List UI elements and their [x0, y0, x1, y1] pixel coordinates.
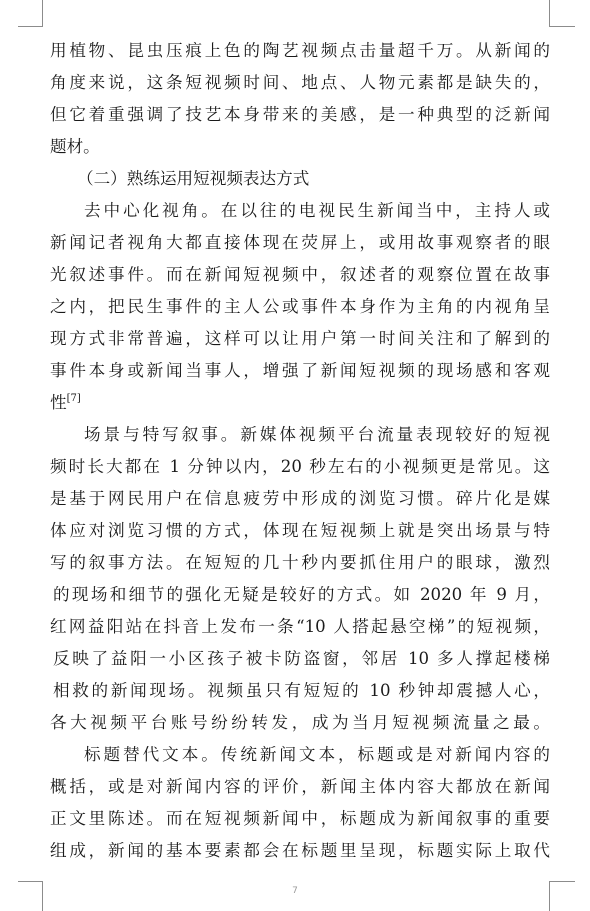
text-line: 新闻记者视角大都直接体现在荧屏上，或用故事观察者的眼 [50, 233, 550, 252]
text-line: 各大视频平台账号纷纷转发，成为当月短视频流量之最。 [50, 713, 550, 732]
section-heading: （二）熟练运用短视频表达方式 [77, 169, 310, 188]
text-line: 反映了益阳一小区孩子被卡防盗窗，邻居 10 多人撑起楼梯 [53, 649, 550, 668]
text-line: 用植物、昆虫压痕上色的陶艺视频点击量超千万。从新闻的 [50, 41, 550, 60]
text-line: 的现场和细节的强化无疑是较好的方式。如 2020 年 9 月， [53, 585, 550, 604]
text-line: 概括，或是对新闻内容的评价，新闻主体内容大都放在新闻 [50, 777, 550, 796]
text-line [50, 387, 550, 419]
crop-mark-bottom-right-h [549, 881, 575, 882]
text-line: 之内，把民生事件的主人公或事件本身作为主角的内视角呈 [50, 297, 550, 316]
text-line: 相救的新闻现场。视频虽只有短短的 10 秒钟却震撼人心， [53, 681, 550, 700]
text-line: 正文里陈述。而在短视频新闻中，标题成为新闻叙事的重要 [50, 809, 550, 828]
text-line: 是基于网民用户在信息疲劳中形成的浏览习惯。碎片化是媒 [50, 489, 550, 508]
crop-mark-bottom-left-h [18, 881, 43, 882]
text-line: 组成，新闻的基本要素都会在标题里呈现，标题实际上取代 [50, 841, 550, 860]
crop-mark-top-left [42, 0, 43, 26]
text-line: 但它着重强调了技艺本身带来的美感，是一种典型的泛新闻 [50, 105, 550, 124]
text-line: 事件本身或新闻当事人，增强了新闻短视频的现场感和客观 [50, 361, 550, 380]
text-line: 标题替代文本。传统新闻文本，标题或是对新闻内容的 [84, 745, 550, 764]
text-line: 写的叙事方法。在短短的几十秒内要抓住用户的眼球，激烈 [50, 553, 550, 572]
text-line: 题材。 [50, 137, 100, 156]
text-line: 场景与特写叙事。新媒体视频平台流量表现较好的短视 [84, 425, 550, 444]
crop-mark-top-left-h [18, 26, 43, 27]
text-line: 去中心化视角。在以往的电视民生新闻当中，主持人或 [84, 201, 550, 220]
page-number: 7 [292, 886, 298, 896]
text-line: 红网益阳站在抖音上发布一条“10 人搭起悬空梯”的短视频， [50, 617, 550, 636]
text-fragment: 性 [50, 393, 67, 412]
citation-marker: [7] [66, 393, 81, 404]
text-line: 角度来说，这条短视频时间、地点、人物元素都是缺失的， [50, 73, 550, 92]
text-line: 频时长大都在 1 分钟以内，20 秒左右的小视频更是常见。这 [50, 457, 550, 476]
text-line: 光叙述事件。而在新闻短视频中，叙述者的观察位置在故事 [50, 265, 550, 284]
text-line: 体应对浏览习惯的方式，体现在短视频上就是突出场景与特 [50, 521, 550, 540]
text-line: 现方式非常普遍，这样可以让用户第一时间关注和了解到的 [50, 329, 550, 348]
crop-mark-top-right [549, 0, 550, 26]
crop-mark-top-right-h [549, 26, 575, 27]
